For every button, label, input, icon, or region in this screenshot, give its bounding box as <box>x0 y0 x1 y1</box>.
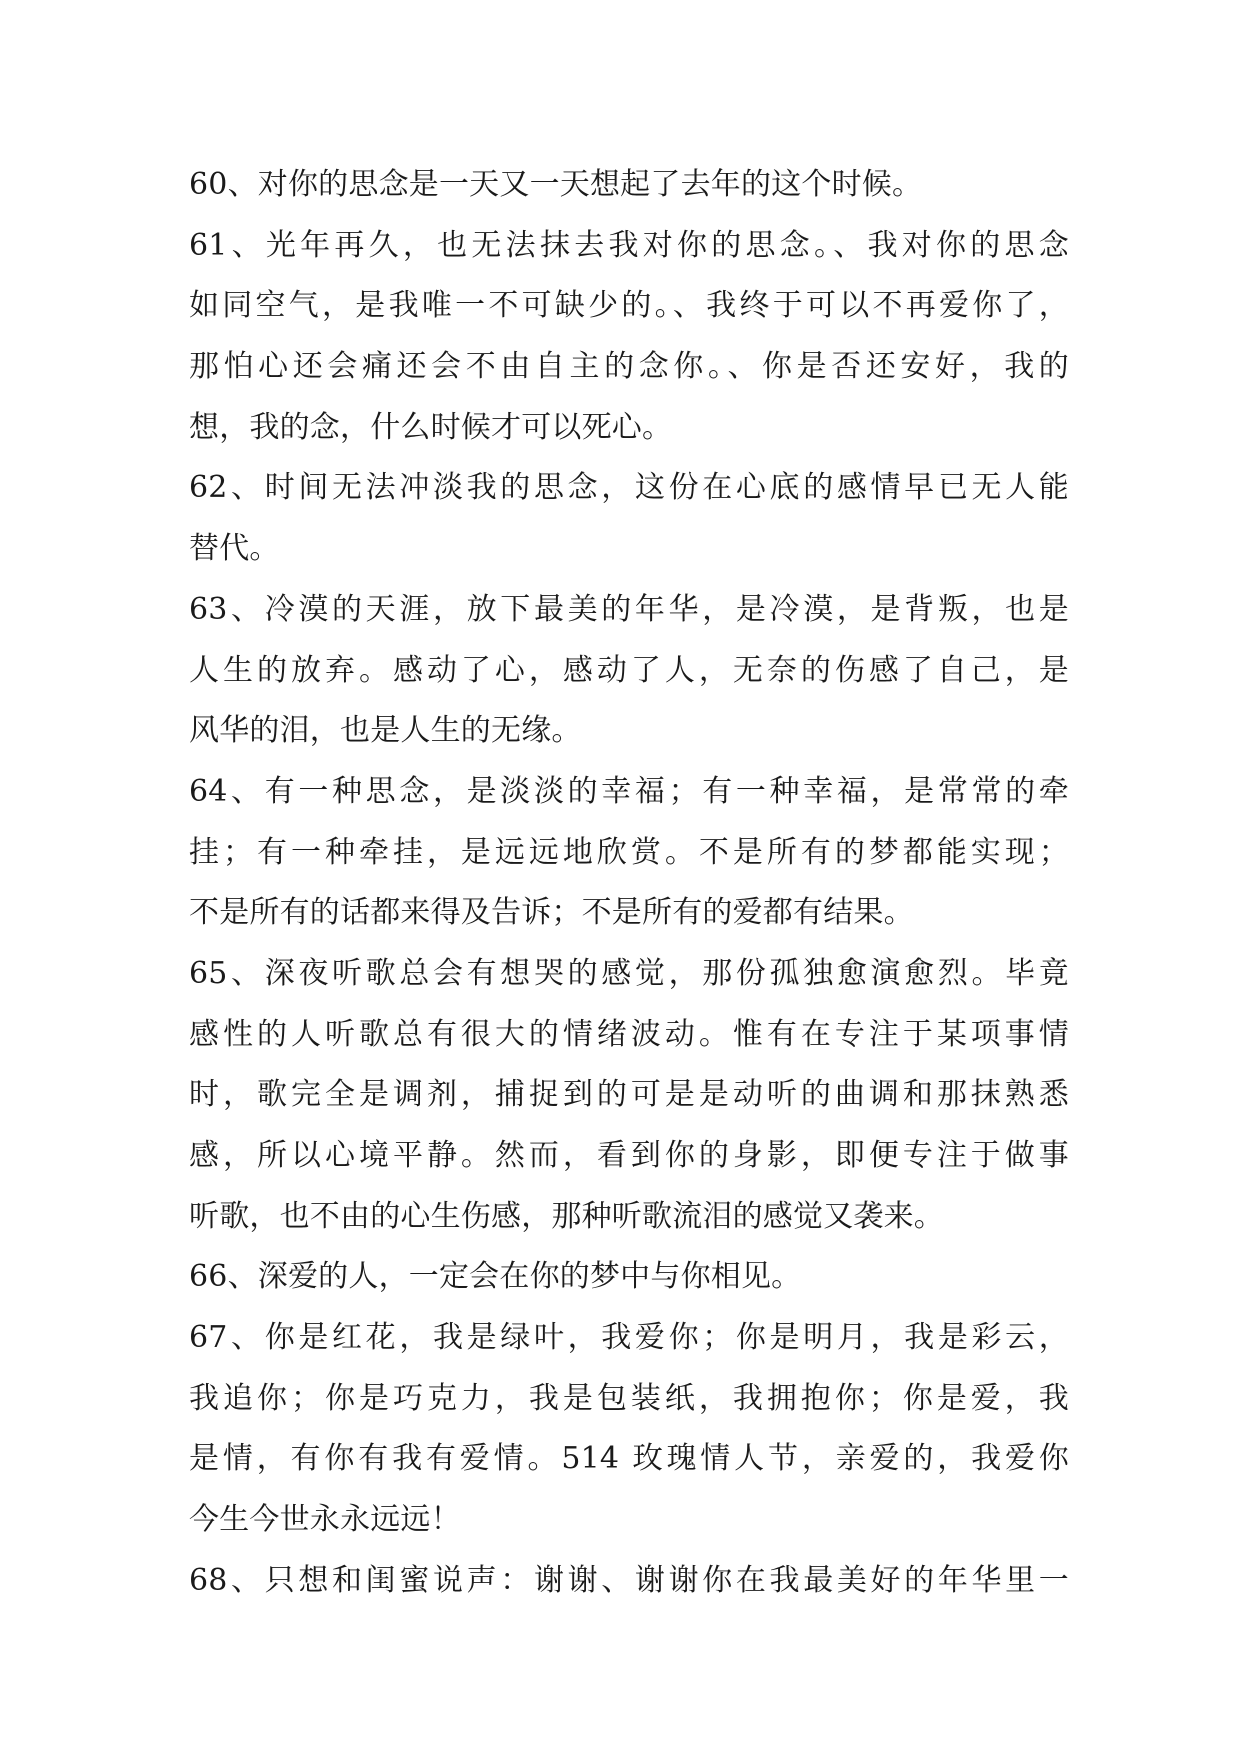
text-line: 62、时间无法冲淡我的思念，这份在心底的感情早已无人能 <box>189 470 1069 506</box>
text-line: 风华的泪，也是人生的无缘。 <box>189 713 582 749</box>
text-line: 听歌，也不由的心生伤感，那种听歌流泪的感觉又袭来。 <box>189 1198 944 1234</box>
text-line: 人生的放弃。感动了心，感动了人，无奈的伤感了自己，是 <box>189 652 1069 688</box>
text-line: 60、对你的思念是一天又一天想起了去年的这个时候。 <box>189 167 923 202</box>
text-line: 63、冷漠的天涯，放下最美的年华，是冷漠，是背叛，也是 <box>189 591 1069 627</box>
text-line: 我追你；你是巧克力，我是包装纸，我拥抱你；你是爱，我 <box>189 1380 1069 1416</box>
text-line: 挂；有一种牵挂，是远远地欣赏。不是所有的梦都能实现； <box>189 834 1069 870</box>
text-line: 66、深爱的人，一定会在你的梦中与你相见。 <box>189 1259 802 1295</box>
text-line: 不是所有的话都来得及告诉；不是所有的爱都有结果。 <box>189 895 914 931</box>
text-line: 替代。 <box>189 531 280 567</box>
text-line: 想，我的念，什么时候才可以死心。 <box>189 409 673 445</box>
text-line: 61、光年再久，也无法抹去我对你的思念。、我对你的思念 <box>189 227 1069 263</box>
text-line: 如同空气，是我唯一不可缺少的。、我终于可以不再爱你了， <box>189 288 1069 324</box>
text-line: 65、深夜听歌总会有想哭的感觉，那份孤独愈演愈烈。毕竟 <box>189 955 1069 991</box>
text-line: 那怕心还会痛还会不由自主的念你。、你是否还安好，我的 <box>189 349 1069 385</box>
text-line: 感，所以心境平静。然而，看到你的身影，即便专注于做事 <box>189 1138 1069 1173</box>
text-line: 67、你是红花，我是绿叶，我爱你；你是明月，我是彩云， <box>189 1320 1069 1356</box>
text-line: 时，歌完全是调剂，捕捉到的可是是动听的曲调和那抹熟悉 <box>189 1077 1069 1113</box>
text-line: 是情，有你有我有爱情。514 玫瑰情人节，亲爱的，我爱你 <box>189 1441 1069 1477</box>
text-line: 今生今世永永远远！ <box>189 1502 461 1538</box>
text-line: 64、有一种思念，是淡淡的幸福；有一种幸福，是常常的牵 <box>189 773 1069 809</box>
text-line: 68、只想和闺蜜说声：谢谢、谢谢你在我最美好的年华里一 <box>189 1562 1069 1598</box>
text-line: 感性的人听歌总有很大的情绪波动。惟有在专注于某项事情 <box>189 1016 1069 1052</box>
document-body <box>189 155 1069 1612</box>
